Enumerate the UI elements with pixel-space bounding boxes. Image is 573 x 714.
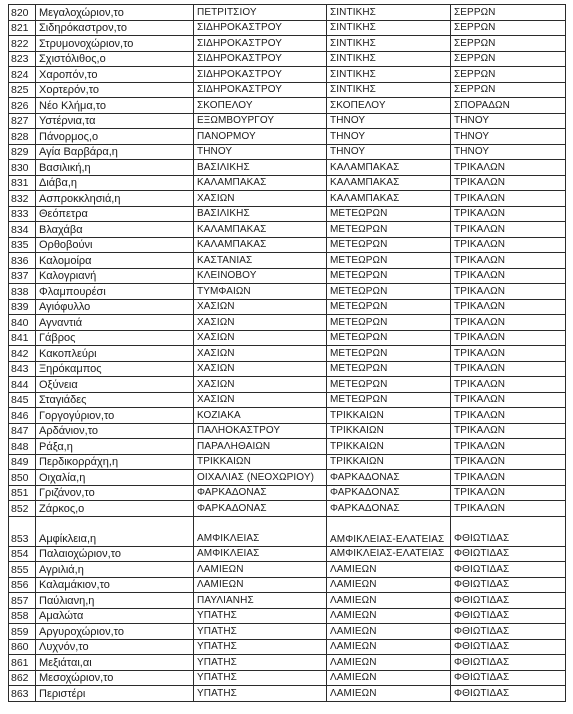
prefecture-cell: ΤΡΙΚΑΛΩΝ bbox=[451, 485, 566, 501]
settlement-name-cell: Αγία Βαρβάρα,η bbox=[36, 144, 194, 160]
settlement-name-cell: Περδικορράχη,η bbox=[36, 454, 194, 470]
municipal-unit-cell: ΛΑΜΙΕΩΝ bbox=[327, 670, 451, 686]
prefecture-cell: ΤΡΙΚΑΛΩΝ bbox=[451, 346, 566, 362]
table-row bbox=[9, 454, 566, 470]
table-row bbox=[9, 655, 566, 671]
municipal-unit-cell: ΜΕΤΕΩΡΩΝ bbox=[327, 299, 451, 315]
settlement-name-cell: Οξύνεια bbox=[36, 377, 194, 393]
row-number-cell: 854 bbox=[9, 546, 36, 562]
municipality-cell: ΠΑΛΗΟΚΑΣΤΡΟΥ bbox=[194, 423, 327, 439]
prefecture-cell: ΣΕΡΡΩΝ bbox=[451, 36, 566, 52]
prefecture-cell: ΤΡΙΚΑΛΩΝ bbox=[451, 330, 566, 346]
prefecture-cell: ΤΡΙΚΑΛΩΝ bbox=[451, 377, 566, 393]
row-number-cell: 860 bbox=[9, 639, 36, 655]
settlement-name-cell: Χαροπόν,το bbox=[36, 67, 194, 83]
prefecture-cell: ΤΡΙΚΑΛΩΝ bbox=[451, 237, 566, 253]
row-number-cell: 851 bbox=[9, 485, 36, 501]
municipal-unit-cell: ΑΜΦΙΚΛΕΙΑΣ-ΕΛΑΤΕΙΑΣ bbox=[327, 516, 451, 546]
table-body bbox=[9, 5, 566, 702]
table-row bbox=[9, 501, 566, 517]
prefecture-cell: ΣΕΡΡΩΝ bbox=[451, 20, 566, 36]
table-row bbox=[9, 5, 566, 21]
municipality-cell: ΣΙΔΗΡΟΚΑΣΤΡΟΥ bbox=[194, 67, 327, 83]
table-row bbox=[9, 82, 566, 98]
prefecture-cell: ΤΡΙΚΑΛΩΝ bbox=[451, 206, 566, 222]
settlement-name-cell: Αργυροχώριον,το bbox=[36, 624, 194, 640]
municipal-unit-cell: ΜΕΤΕΩΡΩΝ bbox=[327, 268, 451, 284]
municipal-unit-cell: ΤΡΙΚΚΑΙΩΝ bbox=[327, 423, 451, 439]
municipal-unit-cell: ΜΕΤΕΩΡΩΝ bbox=[327, 346, 451, 362]
municipality-cell: ΛΑΜΙΕΩΝ bbox=[194, 562, 327, 578]
municipal-unit-cell: ΜΕΤΕΩΡΩΝ bbox=[327, 222, 451, 238]
prefecture-cell: ΤΡΙΚΑΛΩΝ bbox=[451, 284, 566, 300]
table-row bbox=[9, 577, 566, 593]
prefecture-cell: ΣΠΟΡΑΔΩΝ bbox=[451, 98, 566, 114]
table-row bbox=[9, 253, 566, 269]
row-number-cell: 822 bbox=[9, 36, 36, 52]
municipality-cell: ΣΙΔΗΡΟΚΑΣΤΡΟΥ bbox=[194, 36, 327, 52]
row-number-cell: 847 bbox=[9, 423, 36, 439]
table-row bbox=[9, 284, 566, 300]
settlement-name-cell: Αγναντιά bbox=[36, 315, 194, 331]
row-number-cell: 863 bbox=[9, 686, 36, 702]
row-number-cell: 840 bbox=[9, 315, 36, 331]
table-row bbox=[9, 299, 566, 315]
settlement-name-cell: Πάνορμος,ο bbox=[36, 129, 194, 145]
municipal-unit-cell: ΛΑΜΙΕΩΝ bbox=[327, 562, 451, 578]
prefecture-cell: ΦΘΙΩΤΙΔΑΣ bbox=[451, 516, 566, 546]
municipality-cell: ΥΠΑΤΗΣ bbox=[194, 670, 327, 686]
municipal-unit-cell: ΜΕΤΕΩΡΩΝ bbox=[327, 377, 451, 393]
document-page bbox=[8, 4, 565, 702]
row-number-cell: 858 bbox=[9, 608, 36, 624]
table-row bbox=[9, 36, 566, 52]
prefecture-cell: ΤΡΙΚΑΛΩΝ bbox=[451, 253, 566, 269]
prefecture-cell: ΦΘΙΩΤΙΔΑΣ bbox=[451, 546, 566, 562]
table-row bbox=[9, 670, 566, 686]
table-row bbox=[9, 129, 566, 145]
municipal-unit-cell: ΛΑΜΙΕΩΝ bbox=[327, 639, 451, 655]
settlement-name-cell: Μεξιάται,αι bbox=[36, 655, 194, 671]
municipality-cell: ΥΠΑΤΗΣ bbox=[194, 639, 327, 655]
table-row bbox=[9, 315, 566, 331]
municipality-cell: ΕΞΩΜΒΟΥΡΓΟΥ bbox=[194, 113, 327, 129]
municipal-unit-cell: ΚΑΛΑΜΠΑΚΑΣ bbox=[327, 175, 451, 191]
municipality-cell: ΥΠΑΤΗΣ bbox=[194, 686, 327, 702]
municipality-cell: ΚΟΖΙΑΚΑ bbox=[194, 408, 327, 424]
table-row bbox=[9, 562, 566, 578]
row-number-cell: 824 bbox=[9, 67, 36, 83]
row-number-cell: 821 bbox=[9, 20, 36, 36]
municipal-unit-cell: ΦΑΡΚΑΔΟΝΑΣ bbox=[327, 485, 451, 501]
municipal-unit-cell: ΚΑΛΑΜΠΑΚΑΣ bbox=[327, 191, 451, 207]
municipality-cell: ΣΙΔΗΡΟΚΑΣΤΡΟΥ bbox=[194, 51, 327, 67]
table-row bbox=[9, 346, 566, 362]
settlement-name-cell: Σταγιάδες bbox=[36, 392, 194, 408]
settlement-name-cell: Ασπροκκλησιά,η bbox=[36, 191, 194, 207]
settlement-name-cell: Βασιλική,η bbox=[36, 160, 194, 176]
municipality-cell: ΦΑΡΚΑΔΟΝΑΣ bbox=[194, 485, 327, 501]
municipality-cell: ΠΕΤΡΙΤΣΙΟΥ bbox=[194, 5, 327, 21]
prefecture-cell: ΤΡΙΚΑΛΩΝ bbox=[451, 299, 566, 315]
row-number-cell: 826 bbox=[9, 98, 36, 114]
prefecture-cell: ΤΡΙΚΑΛΩΝ bbox=[451, 175, 566, 191]
municipal-unit-cell: ΛΑΜΙΕΩΝ bbox=[327, 577, 451, 593]
settlement-name-cell: Οιχαλία,η bbox=[36, 470, 194, 486]
settlement-name-cell: Στρυμονοχώριον,το bbox=[36, 36, 194, 52]
municipal-unit-cell: ΤΡΙΚΚΑΙΩΝ bbox=[327, 439, 451, 455]
municipal-unit-cell: ΤΗΝΟΥ bbox=[327, 129, 451, 145]
municipal-unit-cell: ΑΜΦΙΚΛΕΙΑΣ-ΕΛΑΤΕΙΑΣ bbox=[327, 546, 451, 562]
prefecture-cell: ΤΗΝΟΥ bbox=[451, 129, 566, 145]
row-number-cell: 831 bbox=[9, 175, 36, 191]
settlement-name-cell: Γριζάνον,το bbox=[36, 485, 194, 501]
prefecture-cell: ΦΘΙΩΤΙΔΑΣ bbox=[451, 686, 566, 702]
row-number-cell: 839 bbox=[9, 299, 36, 315]
row-number-cell: 832 bbox=[9, 191, 36, 207]
municipal-unit-cell: ΣΚΟΠΕΛΟΥ bbox=[327, 98, 451, 114]
row-number-cell: 835 bbox=[9, 237, 36, 253]
municipality-cell: ΧΑΣΙΩΝ bbox=[194, 315, 327, 331]
municipality-cell: ΒΑΣΙΛΙΚΗΣ bbox=[194, 206, 327, 222]
settlement-name-cell: Αρδάνιον,το bbox=[36, 423, 194, 439]
table-row bbox=[9, 470, 566, 486]
settlement-name-cell: Καλομοίρα bbox=[36, 253, 194, 269]
row-number-cell: 850 bbox=[9, 470, 36, 486]
settlement-name-cell: Αμφίκλεια,η bbox=[36, 516, 194, 546]
table-row bbox=[9, 160, 566, 176]
municipal-unit-cell: ΣΙΝΤΙΚΗΣ bbox=[327, 67, 451, 83]
row-number-cell: 829 bbox=[9, 144, 36, 160]
municipality-cell: ΚΑΛΑΜΠΑΚΑΣ bbox=[194, 237, 327, 253]
row-number-cell: 861 bbox=[9, 655, 36, 671]
settlement-name-cell: Ορθοβούνι bbox=[36, 237, 194, 253]
row-number-cell: 820 bbox=[9, 5, 36, 21]
prefecture-cell: ΤΗΝΟΥ bbox=[451, 144, 566, 160]
row-number-cell: 848 bbox=[9, 439, 36, 455]
row-number-cell: 843 bbox=[9, 361, 36, 377]
settlement-name-cell: Παύλιανη,η bbox=[36, 593, 194, 609]
table-row bbox=[9, 144, 566, 160]
settlement-name-cell: Λυχνόν,το bbox=[36, 639, 194, 655]
municipal-unit-cell: ΦΑΡΚΑΔΟΝΑΣ bbox=[327, 470, 451, 486]
settlement-name-cell: Διάβα,η bbox=[36, 175, 194, 191]
municipality-cell: ΠΑΥΛΙΑΝΗΣ bbox=[194, 593, 327, 609]
settlement-name-cell: Παλαιοχώριον,το bbox=[36, 546, 194, 562]
prefecture-cell: ΤΗΝΟΥ bbox=[451, 113, 566, 129]
municipality-cell: ΣΙΔΗΡΟΚΑΣΤΡΟΥ bbox=[194, 20, 327, 36]
municipality-cell: ΚΑΣΤΑΝΙΑΣ bbox=[194, 253, 327, 269]
municipality-cell: ΤΗΝΟΥ bbox=[194, 144, 327, 160]
municipality-cell: ΚΛΕΙΝΟΒΟΥ bbox=[194, 268, 327, 284]
row-number-cell: 827 bbox=[9, 113, 36, 129]
table-row bbox=[9, 624, 566, 640]
table-row bbox=[9, 20, 566, 36]
settlement-name-cell: Σιδηρόκαστρον,το bbox=[36, 20, 194, 36]
prefecture-cell: ΤΡΙΚΑΛΩΝ bbox=[451, 392, 566, 408]
municipality-cell: ΧΑΣΙΩΝ bbox=[194, 191, 327, 207]
row-number-cell: 834 bbox=[9, 222, 36, 238]
municipal-unit-cell: ΣΙΝΤΙΚΗΣ bbox=[327, 5, 451, 21]
table-row bbox=[9, 377, 566, 393]
table-row bbox=[9, 485, 566, 501]
settlement-name-cell: Σχιστόλιθος,ο bbox=[36, 51, 194, 67]
table-row bbox=[9, 175, 566, 191]
municipal-unit-cell: ΜΕΤΕΩΡΩΝ bbox=[327, 315, 451, 331]
settlement-name-cell: Γάβρος bbox=[36, 330, 194, 346]
table-row bbox=[9, 546, 566, 562]
municipality-cell: ΚΑΛΑΜΠΑΚΑΣ bbox=[194, 175, 327, 191]
municipality-cell: ΧΑΣΙΩΝ bbox=[194, 361, 327, 377]
settlement-name-cell: Νέο Κλήμα,το bbox=[36, 98, 194, 114]
prefecture-cell: ΦΘΙΩΤΙΔΑΣ bbox=[451, 670, 566, 686]
settlement-name-cell: Αγριλιά,η bbox=[36, 562, 194, 578]
settlement-name-cell: Μεγαλοχώριον,το bbox=[36, 5, 194, 21]
municipal-unit-cell: ΤΡΙΚΚΑΙΩΝ bbox=[327, 408, 451, 424]
prefecture-cell: ΤΡΙΚΑΛΩΝ bbox=[451, 439, 566, 455]
prefecture-cell: ΦΘΙΩΤΙΔΑΣ bbox=[451, 562, 566, 578]
prefecture-cell: ΤΡΙΚΑΛΩΝ bbox=[451, 315, 566, 331]
table-row bbox=[9, 639, 566, 655]
table-row bbox=[9, 113, 566, 129]
row-number-cell: 862 bbox=[9, 670, 36, 686]
prefecture-cell: ΤΡΙΚΑΛΩΝ bbox=[451, 501, 566, 517]
settlement-name-cell: Καλογριανή bbox=[36, 268, 194, 284]
municipality-cell: ΥΠΑΤΗΣ bbox=[194, 608, 327, 624]
row-number-cell: 838 bbox=[9, 284, 36, 300]
prefecture-cell: ΤΡΙΚΑΛΩΝ bbox=[451, 470, 566, 486]
municipality-cell: ΧΑΣΙΩΝ bbox=[194, 330, 327, 346]
settlement-name-cell: Ράξα,η bbox=[36, 439, 194, 455]
row-number-cell: 830 bbox=[9, 160, 36, 176]
municipality-cell: ΤΥΜΦΑΙΩΝ bbox=[194, 284, 327, 300]
municipality-cell: ΣΚΟΠΕΛΟΥ bbox=[194, 98, 327, 114]
municipal-unit-cell: ΤΗΝΟΥ bbox=[327, 113, 451, 129]
table-row bbox=[9, 206, 566, 222]
settlement-name-cell: Θεόπετρα bbox=[36, 206, 194, 222]
table-row bbox=[9, 67, 566, 83]
row-number-cell: 844 bbox=[9, 377, 36, 393]
municipality-cell: ΠΑΝΟΡΜΟΥ bbox=[194, 129, 327, 145]
settlement-name-cell: Ζάρκος,ο bbox=[36, 501, 194, 517]
municipality-cell: ΑΜΦΙΚΛΕΙΑΣ bbox=[194, 546, 327, 562]
prefecture-cell: ΤΡΙΚΑΛΩΝ bbox=[451, 268, 566, 284]
row-number-cell: 857 bbox=[9, 593, 36, 609]
table-row bbox=[9, 361, 566, 377]
row-number-cell: 852 bbox=[9, 501, 36, 517]
municipality-cell: ΦΑΡΚΑΔΟΝΑΣ bbox=[194, 501, 327, 517]
municipal-unit-cell: ΛΑΜΙΕΩΝ bbox=[327, 593, 451, 609]
table-row bbox=[9, 191, 566, 207]
municipal-unit-cell: ΜΕΤΕΩΡΩΝ bbox=[327, 392, 451, 408]
municipal-unit-cell: ΤΗΝΟΥ bbox=[327, 144, 451, 160]
row-number-cell: 837 bbox=[9, 268, 36, 284]
municipality-cell: ΚΑΛΑΜΠΑΚΑΣ bbox=[194, 222, 327, 238]
settlement-name-cell: Φλαμπουρέσι bbox=[36, 284, 194, 300]
municipal-unit-cell: ΦΑΡΚΑΔΟΝΑΣ bbox=[327, 501, 451, 517]
municipality-cell: ΧΑΣΙΩΝ bbox=[194, 299, 327, 315]
prefecture-cell: ΦΘΙΩΤΙΔΑΣ bbox=[451, 639, 566, 655]
row-number-cell: 855 bbox=[9, 562, 36, 578]
table-row bbox=[9, 516, 566, 546]
settlement-name-cell: Βλαχάβα bbox=[36, 222, 194, 238]
prefecture-cell: ΤΡΙΚΑΛΩΝ bbox=[451, 222, 566, 238]
table-row bbox=[9, 237, 566, 253]
municipal-unit-cell: ΛΑΜΙΕΩΝ bbox=[327, 686, 451, 702]
prefecture-cell: ΦΘΙΩΤΙΔΑΣ bbox=[451, 577, 566, 593]
municipality-cell: ΠΑΡΑΛΗΘΑΙΩΝ bbox=[194, 439, 327, 455]
prefecture-cell: ΤΡΙΚΑΛΩΝ bbox=[451, 423, 566, 439]
row-number-cell: 845 bbox=[9, 392, 36, 408]
municipality-cell: ΥΠΑΤΗΣ bbox=[194, 624, 327, 640]
prefecture-cell: ΤΡΙΚΑΛΩΝ bbox=[451, 361, 566, 377]
municipality-cell: ΒΑΣΙΛΙΚΗΣ bbox=[194, 160, 327, 176]
prefecture-cell: ΦΘΙΩΤΙΔΑΣ bbox=[451, 624, 566, 640]
municipal-unit-cell: ΜΕΤΕΩΡΩΝ bbox=[327, 361, 451, 377]
row-number-cell: 856 bbox=[9, 577, 36, 593]
settlement-name-cell: Αμαλώτα bbox=[36, 608, 194, 624]
prefecture-cell: ΤΡΙΚΑΛΩΝ bbox=[451, 191, 566, 207]
municipality-cell: ΑΜΦΙΚΛΕΙΑΣ bbox=[194, 516, 327, 546]
municipality-cell: ΧΑΣΙΩΝ bbox=[194, 377, 327, 393]
municipal-unit-cell: ΣΙΝΤΙΚΗΣ bbox=[327, 20, 451, 36]
settlement-name-cell: Περιστέρι bbox=[36, 686, 194, 702]
table-row bbox=[9, 98, 566, 114]
prefecture-cell: ΤΡΙΚΑΛΩΝ bbox=[451, 160, 566, 176]
table-row bbox=[9, 408, 566, 424]
prefecture-cell: ΦΘΙΩΤΙΔΑΣ bbox=[451, 655, 566, 671]
municipal-unit-cell: ΤΡΙΚΚΑΙΩΝ bbox=[327, 454, 451, 470]
prefecture-cell: ΦΘΙΩΤΙΔΑΣ bbox=[451, 593, 566, 609]
municipal-unit-cell: ΚΑΛΑΜΠΑΚΑΣ bbox=[327, 160, 451, 176]
row-number-cell: 859 bbox=[9, 624, 36, 640]
table-row bbox=[9, 222, 566, 238]
municipal-unit-cell: ΜΕΤΕΩΡΩΝ bbox=[327, 253, 451, 269]
settlement-name-cell: Υστέρνια,τα bbox=[36, 113, 194, 129]
table-row bbox=[9, 51, 566, 67]
row-number-cell: 846 bbox=[9, 408, 36, 424]
municipality-cell: ΥΠΑΤΗΣ bbox=[194, 655, 327, 671]
municipal-unit-cell: ΣΙΝΤΙΚΗΣ bbox=[327, 51, 451, 67]
municipal-unit-cell: ΜΕΤΕΩΡΩΝ bbox=[327, 206, 451, 222]
settlement-name-cell: Μεσοχώριον,το bbox=[36, 670, 194, 686]
municipal-unit-cell: ΛΑΜΙΕΩΝ bbox=[327, 608, 451, 624]
settlement-name-cell: Χορτερόν,το bbox=[36, 82, 194, 98]
prefecture-cell: ΤΡΙΚΑΛΩΝ bbox=[451, 454, 566, 470]
municipality-cell: ΤΡΙΚΚΑΙΩΝ bbox=[194, 454, 327, 470]
municipal-unit-cell: ΛΑΜΙΕΩΝ bbox=[327, 624, 451, 640]
table-row bbox=[9, 392, 566, 408]
row-number-cell: 841 bbox=[9, 330, 36, 346]
prefecture-cell: ΤΡΙΚΑΛΩΝ bbox=[451, 408, 566, 424]
row-number-cell: 823 bbox=[9, 51, 36, 67]
row-number-cell: 825 bbox=[9, 82, 36, 98]
table-row bbox=[9, 686, 566, 702]
municipal-unit-cell: ΣΙΝΤΙΚΗΣ bbox=[327, 36, 451, 52]
table-row bbox=[9, 330, 566, 346]
settlement-name-cell: Αγιόφυλλο bbox=[36, 299, 194, 315]
prefecture-cell: ΦΘΙΩΤΙΔΑΣ bbox=[451, 608, 566, 624]
settlement-name-cell: Κακοπλεύρι bbox=[36, 346, 194, 362]
municipal-unit-cell: ΣΙΝΤΙΚΗΣ bbox=[327, 82, 451, 98]
municipal-unit-cell: ΛΑΜΙΕΩΝ bbox=[327, 655, 451, 671]
settlement-name-cell: Γοργογύριον,το bbox=[36, 408, 194, 424]
row-number-cell: 849 bbox=[9, 454, 36, 470]
municipality-cell: ΛΑΜΙΕΩΝ bbox=[194, 577, 327, 593]
settlement-name-cell: Ξηρόκαμπος bbox=[36, 361, 194, 377]
municipal-unit-cell: ΜΕΤΕΩΡΩΝ bbox=[327, 284, 451, 300]
table-row bbox=[9, 593, 566, 609]
table-row bbox=[9, 423, 566, 439]
prefecture-cell: ΣΕΡΡΩΝ bbox=[451, 51, 566, 67]
municipal-unit-cell: ΜΕΤΕΩΡΩΝ bbox=[327, 330, 451, 346]
municipality-cell: ΟΙΧΑΛΙΑΣ (ΝΕΟΧΩΡΙΟΥ) bbox=[194, 470, 327, 486]
table-row bbox=[9, 608, 566, 624]
row-number-cell: 828 bbox=[9, 129, 36, 145]
municipality-cell: ΧΑΣΙΩΝ bbox=[194, 346, 327, 362]
row-number-cell: 833 bbox=[9, 206, 36, 222]
settlements-table bbox=[8, 4, 566, 702]
table-row bbox=[9, 268, 566, 284]
table-row bbox=[9, 439, 566, 455]
prefecture-cell: ΣΕΡΡΩΝ bbox=[451, 82, 566, 98]
row-number-cell: 853 bbox=[9, 516, 36, 546]
prefecture-cell: ΣΕΡΡΩΝ bbox=[451, 5, 566, 21]
settlement-name-cell: Καλαμάκιον,το bbox=[36, 577, 194, 593]
municipality-cell: ΧΑΣΙΩΝ bbox=[194, 392, 327, 408]
row-number-cell: 842 bbox=[9, 346, 36, 362]
prefecture-cell: ΣΕΡΡΩΝ bbox=[451, 67, 566, 83]
row-number-cell: 836 bbox=[9, 253, 36, 269]
municipality-cell: ΣΙΔΗΡΟΚΑΣΤΡΟΥ bbox=[194, 82, 327, 98]
municipal-unit-cell: ΜΕΤΕΩΡΩΝ bbox=[327, 237, 451, 253]
